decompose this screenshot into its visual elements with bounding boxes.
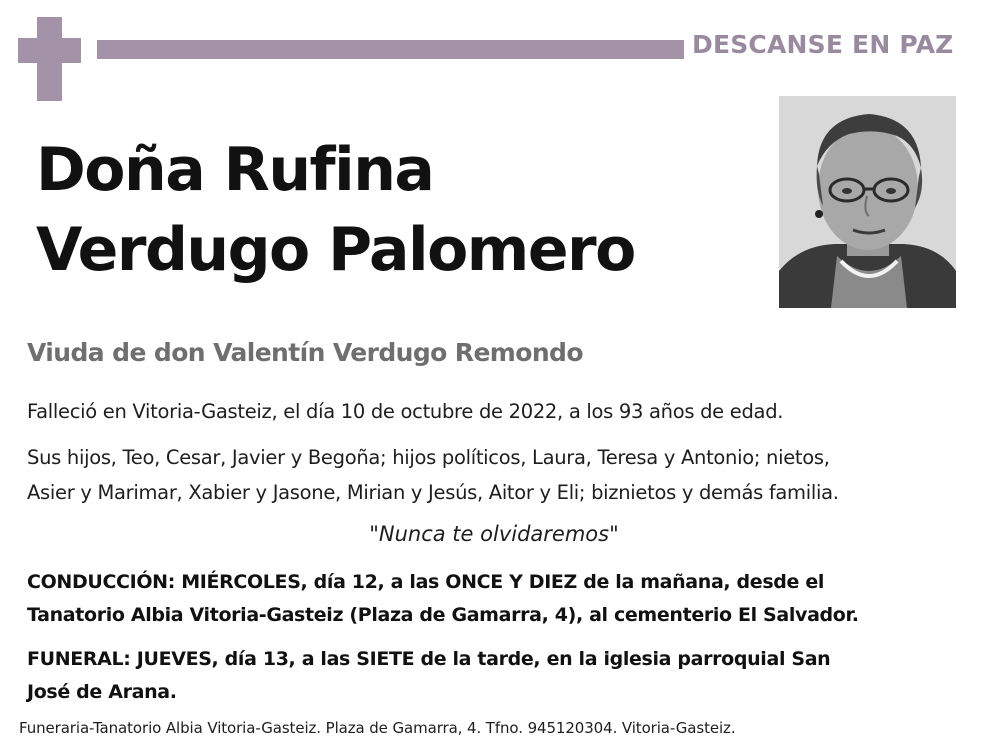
header-label: DESCANSE EN PAZ — [692, 30, 954, 59]
cross-icon-bar — [18, 38, 81, 63]
deceased-photo — [779, 96, 956, 308]
conduccion-line-1: CONDUCCIÓN: MIÉRCOLES, día 12, a las ONCE Y DIEZ de la mañana, desde el — [27, 571, 825, 593]
death-notice: Falleció en Vitoria-Gasteiz, el día 10 de octubre de 2022, a los 93 años de edad. — [27, 400, 784, 423]
funeral-line-1: FUNERAL: JUEVES, día 13, a las SIETE de la tarde, en la iglesia parroquial San — [27, 648, 831, 670]
funeral-home-footer: Funeraria-Tanatorio Albia Vitoria-Gasteiz. Plaza de Gamarra, 4. Tfno. 945120304. Vitoria-Gasteiz. — [19, 719, 736, 737]
family-line-2: Asier y Marimar, Xabier y Jasone, Mirian y Jesús, Aitor y Eli; biznietos y demás familia. — [27, 481, 839, 504]
funeral-line-2: José de Arana. — [27, 681, 177, 703]
conduccion-line-2: Tanatorio Albia Vitoria-Gasteiz (Plaza de Gamarra, 4), al cementerio El Salvador. — [27, 604, 859, 626]
memorial-quote: "Nunca te olvidaremos" — [369, 522, 619, 546]
header-band — [97, 40, 684, 59]
portrait-image — [779, 96, 956, 308]
deceased-name-line2: Verdugo Palomero — [36, 215, 635, 285]
widow-of-line: Viuda de don Valentín Verdugo Remondo — [27, 338, 583, 367]
deceased-name-line1: Doña Rufina — [36, 135, 434, 205]
family-line-1: Sus hijos, Teo, Cesar, Javier y Begoña; hijos políticos, Laura, Teresa y Antonio; nietos, — [27, 446, 830, 469]
